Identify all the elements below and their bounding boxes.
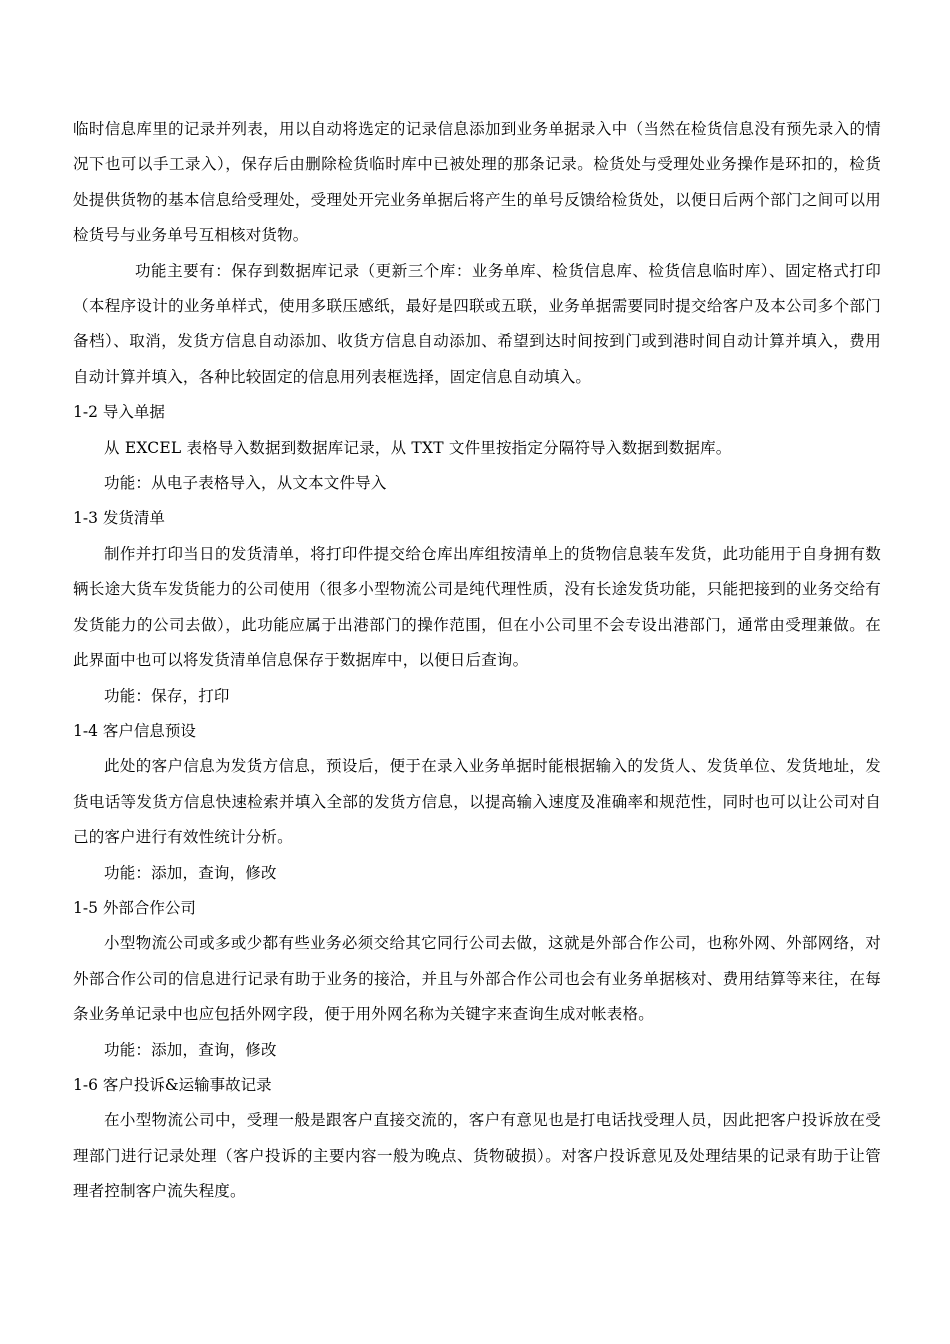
section-heading-shipping-list: 1-3 发货清单 bbox=[73, 509, 165, 528]
paragraph-partner-description: 小型物流公司或多或少都有些业务必须交给其它同行公司去做，这就是外部合作公司，也称外网、外部网络，对外部合作公司的信息进行记录有助于业务的接洽，并且与外部合作公司也会有业务单据核对、费用结算等来往，在每条业务单记录中也应包括外网字段，便于用外网名称为关键字来查询生成对帐表格。 bbox=[73, 934, 881, 1024]
paragraph-import-description: 从 EXCEL 表格导入数据到数据库记录，从 TXT 文件里按指定分隔符导入数据到数据库。 bbox=[104, 438, 732, 457]
paragraph-main-functions: 功能主要有：保存到数据库记录（更新三个库：业务单库、检货信息库、检货信息临时库）、固定格式打印（本程序设计的业务单样式，使用多联压感纸，最好是四联或五联，业务单据需要同时提交给客户及本公司多个部门备档）、取消，发货方信息自动添加、收货方信息自动添加、希望到达时间按到门或到港时间自动计算并填入，费用自动计算并填入，各种比较固定的信息用列表框选择，固定信息自动填入。 bbox=[73, 261, 881, 386]
paragraph-shipping-functions: 功能：保存，打印 bbox=[104, 686, 230, 705]
document-page bbox=[73, 112, 881, 1210]
paragraph-customer-functions: 功能：添加，查询，修改 bbox=[104, 863, 277, 882]
section-heading-partner-companies: 1-5 外部合作公司 bbox=[73, 898, 196, 917]
paragraph-shipping-description: 制作并打印当日的发货清单，将打印件提交给仓库出库组按清单上的货物信息装车发货，此功能用于自身拥有数辆长途大货车发货能力的公司使用（很多小型物流公司是纯代理性质，没有长途发货功能，只能把接到的业务交给有发货能力的公司去做），此功能应属于出港部门的操作范围，但在小公司里不会专设出港部门，通常由受理兼做。在此界面中也可以将发货清单信息保存于数据库中，以便日后查询。 bbox=[73, 544, 881, 670]
paragraph-customer-description: 此处的客户信息为发货方信息，预设后，便于在录入业务单据时能根据输入的发货人、发货单位、发货地址，发货电话等发货方信息快速检索并填入全部的发货方信息，以提高输入速度及准确率和规范性，同时也可以让公司对自己的客户进行有效性统计分析。 bbox=[73, 757, 881, 847]
section-heading-customer-presets: 1-4 客户信息预设 bbox=[73, 721, 196, 740]
paragraph-complaints-description: 在小型物流公司中，受理一般是跟客户直接交流的，客户有意见也是打电话找受理人员，因此把客户投诉放在受理部门进行记录处理（客户投诉的主要内容一般为晚点、货物破损）。对客户投诉意见及处理结果的记录有助于让管理者控制客户流失程度。 bbox=[73, 1111, 881, 1201]
section-heading-import-documents: 1-2 导入单据 bbox=[73, 403, 165, 422]
paragraph-import-functions: 功能：从电子表格导入，从文本文件导入 bbox=[104, 474, 387, 493]
paragraph-partner-functions: 功能：添加，查询，修改 bbox=[104, 1040, 277, 1059]
paragraph-checking-records: 临时信息库里的记录并列表，用以自动将选定的记录信息添加到业务单据录入中（当然在检货信息没有预先录入的情况下也可以手工录入），保存后由删除检货临时库中已被处理的那条记录。检货处与受理处业务操作是环扣的，检货处提供货物的基本信息给受理处，受理处开完业务单据后将产生的单号反馈给检货处，以便日后两个部门之间可以用检货号与业务单号互相核对货物。 bbox=[73, 120, 881, 245]
section-heading-complaints-accidents: 1-6 客户投诉&运输事故记录 bbox=[73, 1075, 272, 1094]
